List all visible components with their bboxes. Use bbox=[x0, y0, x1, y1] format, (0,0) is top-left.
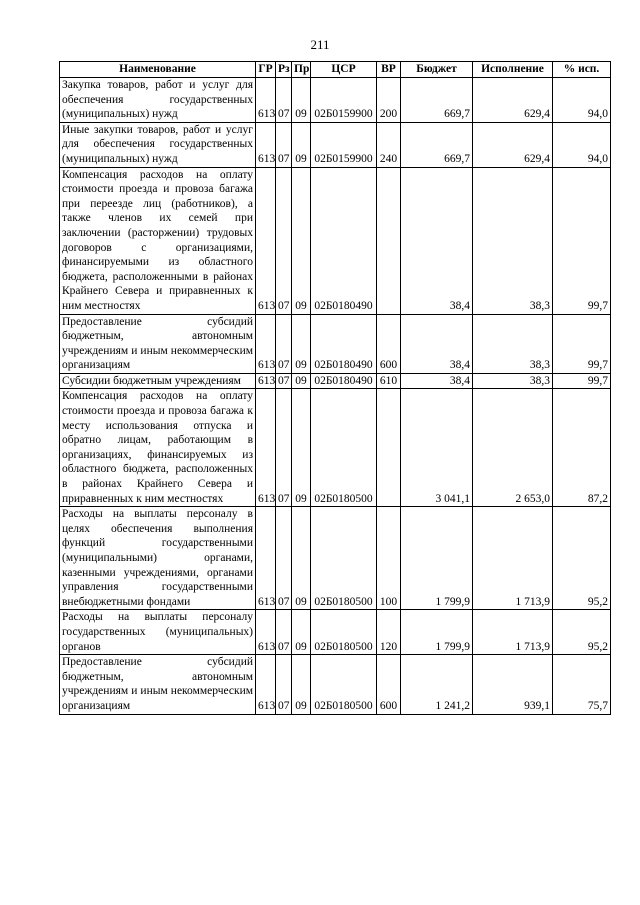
cell-name: Субсидии бюджетным учреждениям bbox=[60, 373, 256, 389]
cell-rz: 07 bbox=[276, 655, 292, 714]
cell-pr: 09 bbox=[292, 167, 311, 314]
cell-rz: 07 bbox=[276, 78, 292, 123]
cell-name: Предоставление субсидий бюджетным, автономным учреждениям и иным некоммерческим организациям bbox=[60, 314, 256, 373]
cell-percent: 99,7 bbox=[553, 373, 611, 389]
cell-execution: 629,4 bbox=[473, 122, 553, 167]
cell-rz: 07 bbox=[276, 122, 292, 167]
cell-rz: 07 bbox=[276, 373, 292, 389]
table-row bbox=[60, 78, 611, 123]
header-name: Наименование bbox=[60, 62, 256, 78]
cell-budget: 38,4 bbox=[401, 373, 473, 389]
cell-pr: 09 bbox=[292, 373, 311, 389]
cell-rz: 07 bbox=[276, 610, 292, 655]
cell-name: Компенсация расходов на оплату стоимости проезда и провоза багажа при переезде лиц (работников), а также членов их семей при заключении (расторжении) трудовых договоров с организациями, финансируемыми из областного бюджета, расположенными в районах Крайнего Севера и приравненных к ним местностях bbox=[60, 167, 256, 314]
cell-vr: 600 bbox=[377, 314, 401, 373]
table-row bbox=[60, 122, 611, 167]
cell-gr: 613 bbox=[256, 167, 276, 314]
cell-vr: 610 bbox=[377, 373, 401, 389]
cell-pr: 09 bbox=[292, 122, 311, 167]
budget-table bbox=[59, 61, 611, 715]
cell-csr: 02Б0159900 bbox=[311, 78, 377, 123]
cell-csr: 02Б0180500 bbox=[311, 655, 377, 714]
cell-pr: 09 bbox=[292, 78, 311, 123]
cell-name: Компенсация расходов на оплату стоимости проезда и провоза багажа к месту использования отпуска и обратно лицам, работающим в организациях, финансируемых из областного бюджета, расположенных в районах Крайнего Севера и приравненных к ним местностях bbox=[60, 389, 256, 507]
cell-budget: 38,4 bbox=[401, 167, 473, 314]
cell-percent: 99,7 bbox=[553, 167, 611, 314]
cell-percent: 95,2 bbox=[553, 507, 611, 610]
table-row bbox=[60, 314, 611, 373]
cell-pr: 09 bbox=[292, 389, 311, 507]
cell-gr: 613 bbox=[256, 655, 276, 714]
cell-vr bbox=[377, 389, 401, 507]
cell-csr: 02Б0180500 bbox=[311, 507, 377, 610]
table-body bbox=[60, 78, 611, 715]
cell-gr: 613 bbox=[256, 389, 276, 507]
cell-name: Закупка товаров, работ и услуг для обеспечения государственных (муниципальных) нужд bbox=[60, 78, 256, 123]
cell-gr: 613 bbox=[256, 610, 276, 655]
cell-percent: 95,2 bbox=[553, 610, 611, 655]
cell-csr: 02Б0180490 bbox=[311, 373, 377, 389]
header-vr: ВР bbox=[377, 62, 401, 78]
cell-budget: 38,4 bbox=[401, 314, 473, 373]
cell-pr: 09 bbox=[292, 314, 311, 373]
cell-execution: 38,3 bbox=[473, 314, 553, 373]
cell-budget: 669,7 bbox=[401, 122, 473, 167]
cell-percent: 94,0 bbox=[553, 122, 611, 167]
cell-name: Иные закупки товаров, работ и услуг для обеспечения государственных (муниципальных) нужд bbox=[60, 122, 256, 167]
table-row bbox=[60, 507, 611, 610]
cell-gr: 613 bbox=[256, 507, 276, 610]
cell-name: Расходы на выплаты персоналу государственных (муниципальных) органов bbox=[60, 610, 256, 655]
cell-rz: 07 bbox=[276, 389, 292, 507]
cell-budget: 1 799,9 bbox=[401, 507, 473, 610]
cell-csr: 02Б0180490 bbox=[311, 314, 377, 373]
cell-execution: 1 713,9 bbox=[473, 610, 553, 655]
header-rz: Рз bbox=[276, 62, 292, 78]
cell-pr: 09 bbox=[292, 507, 311, 610]
table-row bbox=[60, 610, 611, 655]
cell-execution: 38,3 bbox=[473, 373, 553, 389]
cell-rz: 07 bbox=[276, 314, 292, 373]
cell-execution: 1 713,9 bbox=[473, 507, 553, 610]
cell-gr: 613 bbox=[256, 314, 276, 373]
table-row bbox=[60, 373, 611, 389]
cell-vr: 600 bbox=[377, 655, 401, 714]
header-execution: Исполнение bbox=[473, 62, 553, 78]
header-csr: ЦСР bbox=[311, 62, 377, 78]
cell-vr: 100 bbox=[377, 507, 401, 610]
cell-budget: 3 041,1 bbox=[401, 389, 473, 507]
cell-name: Расходы на выплаты персоналу в целях обеспечения выполнения функций государственными (муниципальными) органами, казенными учреждениями, органами управления государственными внебюджетными фондами bbox=[60, 507, 256, 610]
table-row bbox=[60, 655, 611, 714]
table-header bbox=[60, 62, 611, 78]
table-row bbox=[60, 167, 611, 314]
cell-vr: 120 bbox=[377, 610, 401, 655]
cell-vr: 240 bbox=[377, 122, 401, 167]
cell-gr: 613 bbox=[256, 78, 276, 123]
header-row bbox=[60, 62, 611, 78]
header-pr: Пр bbox=[292, 62, 311, 78]
cell-rz: 07 bbox=[276, 167, 292, 314]
cell-gr: 613 bbox=[256, 122, 276, 167]
cell-vr bbox=[377, 167, 401, 314]
cell-gr: 613 bbox=[256, 373, 276, 389]
header-percent: % исп. bbox=[553, 62, 611, 78]
cell-percent: 94,0 bbox=[553, 78, 611, 123]
cell-percent: 75,7 bbox=[553, 655, 611, 714]
cell-pr: 09 bbox=[292, 655, 311, 714]
cell-csr: 02Б0180500 bbox=[311, 389, 377, 507]
cell-execution: 2 653,0 bbox=[473, 389, 553, 507]
header-budget: Бюджет bbox=[401, 62, 473, 78]
cell-pr: 09 bbox=[292, 610, 311, 655]
table-row bbox=[60, 389, 611, 507]
cell-execution: 38,3 bbox=[473, 167, 553, 314]
header-gr: ГР bbox=[256, 62, 276, 78]
cell-csr: 02Б0180490 bbox=[311, 167, 377, 314]
cell-percent: 99,7 bbox=[553, 314, 611, 373]
cell-percent: 87,2 bbox=[553, 389, 611, 507]
cell-name: Предоставление субсидий бюджетным, автономным учреждениям и иным некоммерческим организациям bbox=[60, 655, 256, 714]
page-number: 211 bbox=[310, 37, 330, 52]
cell-budget: 1 241,2 bbox=[401, 655, 473, 714]
cell-execution: 939,1 bbox=[473, 655, 553, 714]
cell-csr: 02Б0180500 bbox=[311, 610, 377, 655]
cell-budget: 1 799,9 bbox=[401, 610, 473, 655]
cell-rz: 07 bbox=[276, 507, 292, 610]
cell-execution: 629,4 bbox=[473, 78, 553, 123]
cell-csr: 02Б0159900 bbox=[311, 122, 377, 167]
cell-budget: 669,7 bbox=[401, 78, 473, 123]
cell-vr: 200 bbox=[377, 78, 401, 123]
